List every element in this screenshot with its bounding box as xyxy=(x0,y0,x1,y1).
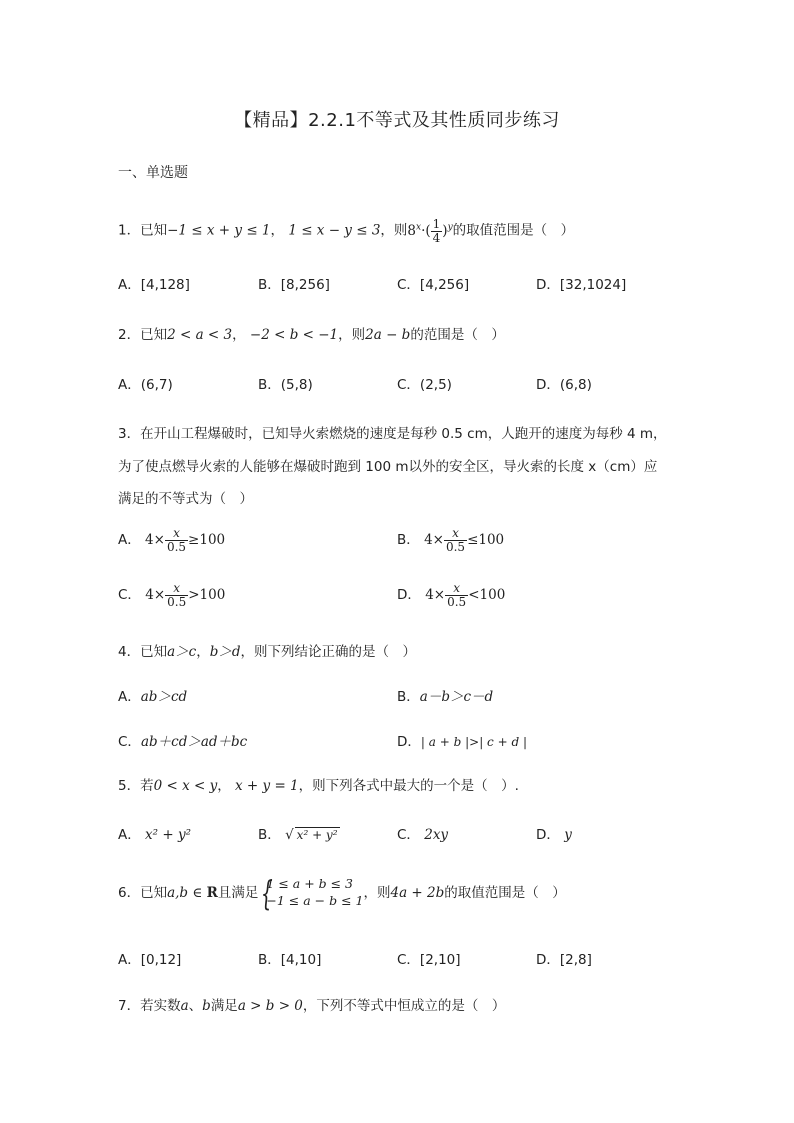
q7-math-3: a > b > 0 xyxy=(237,998,303,1014)
q3-line-1: 3．在开山工程爆破时，已知导火索燃烧的速度是每秒 0.5 cm，人跑开的速度为每秒 4 m， xyxy=(118,426,667,442)
q3-line-3: 满足的不等式为（ ） xyxy=(118,491,253,507)
q3-option-b[interactable]: B． 4× $\frac{x}{0.5}$ ≤100 xyxy=(397,526,505,554)
q5-separator: ， xyxy=(217,778,231,794)
question-6 xyxy=(118,876,566,910)
q1-option-d[interactable]: D．[32,1024] xyxy=(536,277,627,293)
q1-math-2: 1 ≤ x − y ≤ 3 xyxy=(288,222,381,239)
q4-option-d[interactable]: D．| a + b |>| c + d | xyxy=(397,734,527,750)
q5-option-b[interactable]: B． √ x² + y² xyxy=(258,827,338,843)
question-1 xyxy=(118,218,574,244)
q6-real-set: R xyxy=(206,884,218,901)
q7-suffix: ，下列不等式中恒成立的是（ ） xyxy=(302,998,506,1014)
q6-prefix: 6．已知 xyxy=(118,884,168,901)
q6-system: { 1 ≤ a + b ≤ 3 −1 ≤ a − b ≤ 1 xyxy=(258,876,363,910)
q4-math-1: a＞c xyxy=(167,644,197,660)
q2-math-3: 2a − b xyxy=(365,327,411,343)
q7-prefix: 7．若实数 xyxy=(118,998,181,1014)
q2-math-1: 2 < a < 3 xyxy=(167,327,233,343)
q2-math-2: −2 < b < −1 xyxy=(249,327,339,343)
q6-mid-text-2: ，则 xyxy=(363,884,391,901)
q1-prefix: 1．已知 xyxy=(118,222,168,239)
q5-math-2: x + y = 1 xyxy=(235,778,299,794)
q5-option-c[interactable]: C． 2xy xyxy=(397,827,449,843)
q5-suffix: ，则下列各式中最大的一个是（ ）. xyxy=(298,778,519,794)
q7-mid-text: 满足 xyxy=(210,998,238,1014)
q3-option-c[interactable]: C． 4× $\frac{x}{0.5}$ >100 xyxy=(118,581,226,609)
q6-option-a[interactable]: A．[0,12] xyxy=(118,952,182,968)
q7-math-2: b xyxy=(202,998,211,1014)
question-4 xyxy=(118,640,416,660)
q7-math-1: a xyxy=(180,998,189,1014)
q1-math-3: $8^x\cdot$( $\frac{1}{4}$ )$^y$ xyxy=(407,217,453,245)
q7-separator: 、 xyxy=(188,998,203,1014)
q2-separator: ， xyxy=(232,327,246,343)
q3-option-d[interactable]: D． 4× $\frac{x}{0.5}$ <100 xyxy=(397,581,506,609)
q2-mid-text: ，则 xyxy=(338,327,366,343)
q4-option-a[interactable]: A．ab＞cd xyxy=(118,689,188,705)
q4-math-2: b＞d xyxy=(209,644,241,660)
q5-option-d[interactable]: D． y xyxy=(536,827,572,843)
q3-option-a[interactable]: A． 4× $\frac{x}{0.5}$ ≥100 xyxy=(118,526,226,554)
q1-separator: ， xyxy=(270,222,285,239)
question-2 xyxy=(118,323,505,343)
q2-suffix: 的范围是（ ） xyxy=(410,327,505,343)
question-7 xyxy=(118,994,505,1014)
q3-line-2: 为了使点燃导火索的人能够在爆破时跑到 100 m以外的安全区，导火索的长度 x（cm）应 xyxy=(118,459,658,475)
q1-mid-text: ，则 xyxy=(380,222,408,239)
q5-math-1: 0 < x < y xyxy=(153,778,218,794)
q4-separator: ， xyxy=(196,644,210,660)
q2-option-d[interactable]: D．(6,8) xyxy=(536,377,592,393)
q4-option-b[interactable]: B．a－b＞c－d xyxy=(397,689,494,705)
q2-prefix: 2．已知 xyxy=(118,327,168,343)
q6-option-b[interactable]: B．[4,10] xyxy=(258,952,322,968)
q4-prefix: 4．已知 xyxy=(118,644,168,660)
q6-math-2: 4a + 2b xyxy=(390,884,445,901)
q1-option-c[interactable]: C．[4,256] xyxy=(397,277,470,293)
q4-suffix: ，则下列结论正确的是（ ） xyxy=(240,644,416,660)
q4-option-c[interactable]: C．ab＋cd＞ad＋bc xyxy=(118,734,248,750)
section-heading: 一、单选题 xyxy=(118,165,188,181)
q1-suffix: 的取值范围是（ ） xyxy=(452,222,575,239)
q2-option-c[interactable]: C．(2,5) xyxy=(397,377,452,393)
q6-option-c[interactable]: C．[2,10] xyxy=(397,952,461,968)
q2-option-b[interactable]: B．(5,8) xyxy=(258,377,313,393)
page-title: 【精品】2.2.1不等式及其性质同步练习 xyxy=(234,110,560,131)
question-5 xyxy=(118,774,519,794)
q6-mid-text: 且满足 xyxy=(217,884,259,901)
q2-option-a[interactable]: A．(6,7) xyxy=(118,377,173,393)
q5-option-a[interactable]: A． x² + y² xyxy=(118,827,192,843)
q6-option-d[interactable]: D．[2,8] xyxy=(536,952,592,968)
q6-math-1: a,b ∈ xyxy=(167,884,207,901)
q5-prefix: 5．若 xyxy=(118,778,154,794)
q1-math-1: −1 ≤ x + y ≤ 1 xyxy=(167,222,271,239)
q6-suffix: 的取值范围是（ ） xyxy=(444,884,566,901)
q1-option-a[interactable]: A．[4,128] xyxy=(118,277,190,293)
q1-option-b[interactable]: B．[8,256] xyxy=(258,277,330,293)
